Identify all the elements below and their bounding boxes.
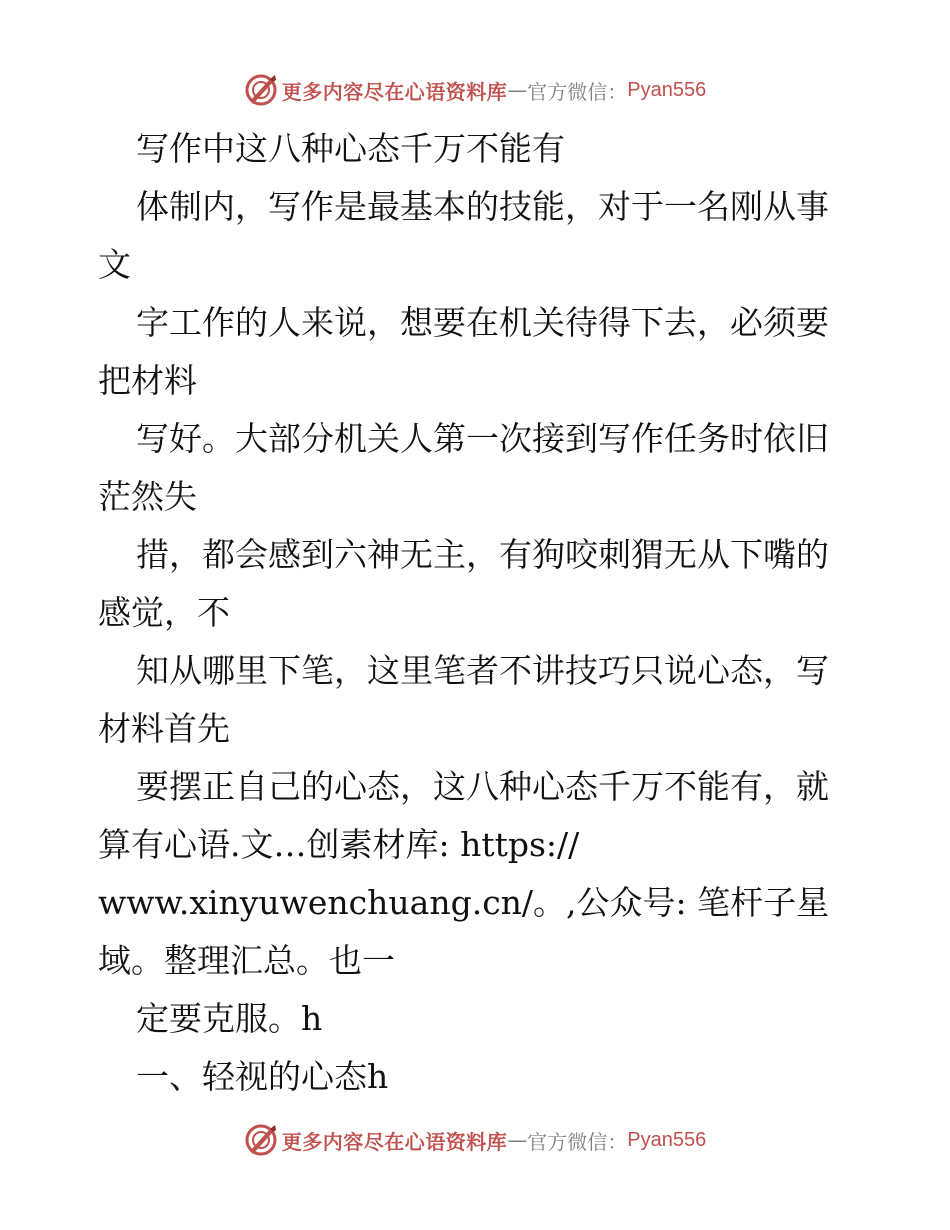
text-line: www.xinyuwenchuang.cn/。,公众号: 笔杆子星 — [98, 883, 830, 922]
text-line: 把材料 — [98, 361, 197, 400]
text-line: 茫然失 — [98, 477, 197, 516]
pen-logo-icon — [244, 1123, 278, 1157]
text-line: 感觉，不 — [98, 593, 230, 632]
document-body — [98, 120, 858, 1106]
header-wechat-id: Pyan556 — [627, 78, 707, 101]
pen-logo-icon — [244, 73, 278, 107]
text-line: 要摆正自己的心态，这八种心态千万不能有，就 — [136, 767, 829, 806]
text-line: 域。整理汇总。也一 — [98, 941, 395, 980]
text-line: 材料首先 — [98, 709, 230, 748]
text-line: 措，都会感到六神无主，有狗咬刺猬无从下嘴的 — [136, 535, 829, 574]
footer-brand-text: 更多内容尽在心语资料库 — [281, 1129, 508, 1154]
text-line: 写作中这八种心态千万不能有 — [136, 129, 565, 168]
header-brand-text: 更多内容尽在心语资料库 — [281, 79, 508, 104]
text-line: 文 — [98, 245, 131, 284]
text-line: 知从哪里下笔，这里笔者不讲技巧只说心态，写 — [136, 651, 829, 690]
footer-dash: — — [507, 1128, 528, 1152]
text-line: 字工作的人来说，想要在机关待得下去，必须要 — [136, 303, 829, 342]
header-wechat-label: 官方微信： — [527, 79, 628, 104]
header-banner — [0, 70, 950, 110]
footer-wechat-label: 官方微信： — [527, 1129, 628, 1154]
text-line: 算有心语.文…创素材库: https:// — [98, 825, 580, 864]
footer-banner — [0, 1120, 950, 1160]
text-line: 写好。大部分机关人第一次接到写作任务时依旧 — [136, 419, 829, 458]
header-dash: — — [507, 78, 528, 102]
text-line: 体制内，写作是最基本的技能，对于一名刚从事 — [136, 187, 829, 226]
text-line: 一、轻视的心态h — [136, 1057, 389, 1096]
footer-wechat-id: Pyan556 — [627, 1128, 707, 1151]
text-line: 定要克服。h — [136, 999, 323, 1038]
